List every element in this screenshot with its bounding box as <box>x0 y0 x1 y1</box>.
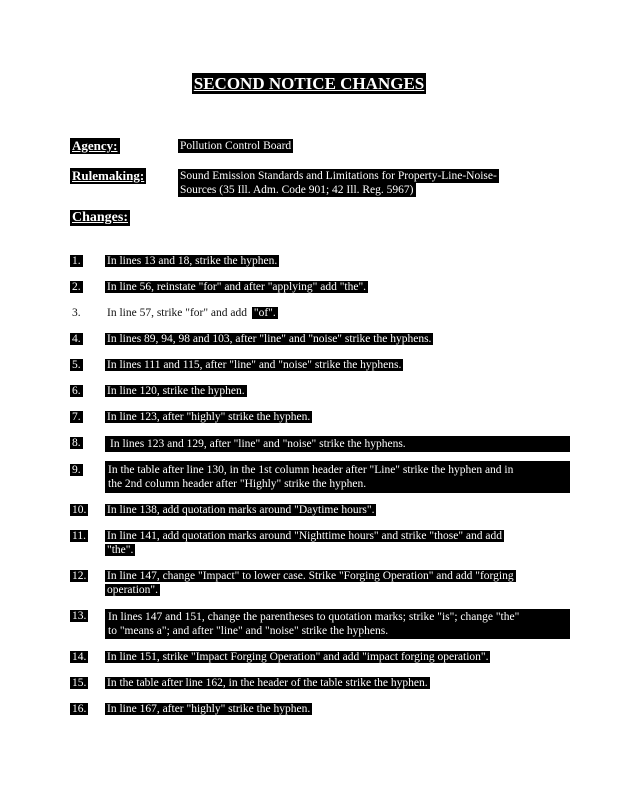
changes-list <box>70 254 550 716</box>
changes-heading: Changes: <box>72 210 129 225</box>
list-item: 16. In line 167, after "highly" strike the hyphen. <box>72 703 311 715</box>
list-item: 10. In line 138, add quotation marks around "Daytime hours". <box>72 504 375 516</box>
list-item: 4. In lines 89, 94, 98 and 103, after "line" and "noise" strike the hyphens. <box>72 333 432 345</box>
list-item: 8. In lines 123 and 129, after "line" and "noise" strike the hyphens. <box>70 436 550 452</box>
list-item: 1. In lines 13 and 18, strike the hyphen. <box>72 255 278 267</box>
list-item: 15. In the table after line 162, in the header of the table strike the hyphen. <box>72 677 428 689</box>
list-item: 13. In lines 147 and 151, change the parentheses to quotation marks; strike "is"; change "the" to "means a"; and after "line" and "noise" strike the hyphens. <box>70 609 550 639</box>
list-item: 11. In line 141, add quotation marks around "Nighttime hours" and strike "those" and add "the". <box>72 530 503 556</box>
list-item: 2. In line 56, reinstate "for" and after "applying" add "the". <box>72 281 367 293</box>
rulemaking-label: Rulemaking: <box>72 168 145 183</box>
page-title: SECOND NOTICE CHANGES <box>193 74 425 93</box>
list-item: 6. In line 120, strike the hyphen. <box>72 385 245 397</box>
rulemaking-line1: Sound Emission Standards and Limitations for Property-Line-Noise- <box>180 170 497 182</box>
list-item: 12. In line 147, change "Impact" to lower case. Strike "Forging Operation" and add "forging operation". <box>72 570 514 596</box>
agency-value: Pollution Control Board <box>180 140 292 152</box>
list-item: 3. In line 57, strike "for" and add "of". <box>72 307 276 319</box>
rulemaking-line2: Sources (35 Ill. Adm. Code 901; 42 Ill. Reg. 5967) <box>180 184 414 196</box>
agency-label: Agency: <box>72 138 118 153</box>
list-item: 14. In line 151, strike "Impact Forging Operation" and add "impact forging operation". <box>72 651 489 663</box>
list-item: 7. In line 123, after "highly" strike the hyphen. <box>72 411 311 423</box>
list-item: 9. In the table after line 130, in the 1st column header after "Line" strike the hyphen and in the 2nd column header after "Highly" strike the hyphen. <box>70 461 550 493</box>
list-item: 5. In lines 111 and 115, after "line" and "noise" strike the hyphens. <box>72 359 402 371</box>
